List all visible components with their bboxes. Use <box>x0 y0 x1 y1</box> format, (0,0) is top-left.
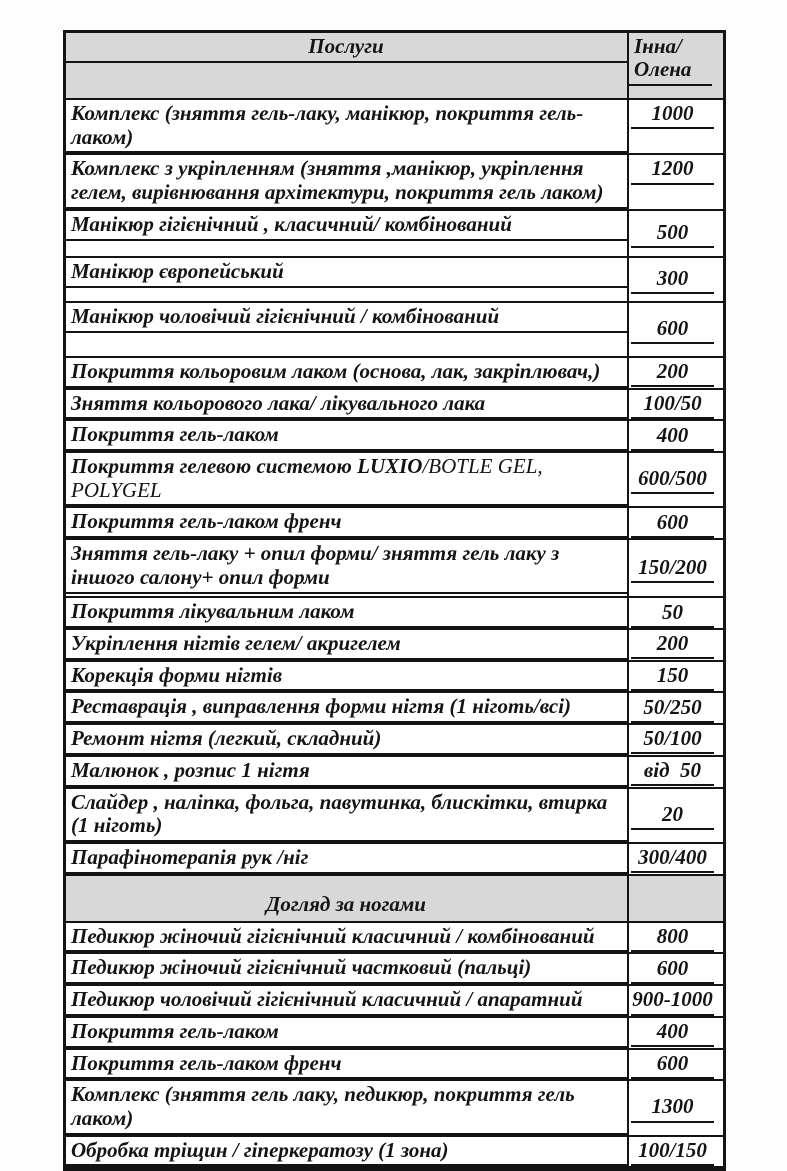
service-cell <box>66 390 629 420</box>
price-cell <box>629 508 723 538</box>
service-text <box>66 1050 627 1080</box>
service-cell <box>66 693 629 723</box>
price-value: 100/150 <box>631 1137 714 1166</box>
price-value: 800 <box>631 923 714 952</box>
price-cell <box>629 923 723 953</box>
price-cell <box>629 693 723 723</box>
service-text <box>66 100 627 153</box>
service-text <box>66 693 627 723</box>
service-text <box>66 923 627 953</box>
price-value: 300 <box>631 265 714 294</box>
service-name: Обробка тріщин / гіперкератозу (1 зона) <box>71 1137 449 1162</box>
service-text <box>66 453 627 506</box>
price-cell <box>629 211 723 256</box>
service-text <box>66 358 627 388</box>
service-text <box>66 1137 627 1167</box>
price-value: 600 <box>631 315 714 344</box>
service-cell <box>66 923 629 953</box>
service-cell <box>66 1018 629 1048</box>
service-cell <box>66 844 629 874</box>
price-value: 900-1000 <box>631 986 714 1015</box>
table-row <box>66 508 723 540</box>
service-cell <box>66 789 629 842</box>
price-cell <box>629 789 723 842</box>
section-header-row <box>66 876 723 923</box>
service-name: Покриття гелевою системою LUXIO <box>71 454 423 479</box>
price-cell <box>629 598 723 628</box>
service-text <box>66 598 627 628</box>
service-text <box>66 421 627 451</box>
service-name: Малюнок , розпис 1 нігтя <box>71 757 310 782</box>
service-cell <box>66 662 629 692</box>
price-cell <box>629 155 723 208</box>
service-name: Зняття кольорового лака/ лікувального лака <box>71 390 486 415</box>
service-name: Реставрація , виправлення форми нігтя (1 ніготь/всі) <box>71 694 572 719</box>
service-text <box>66 258 627 288</box>
service-text <box>66 725 627 755</box>
price-header-cell <box>629 33 723 98</box>
service-name: Комплекс (зняття гель лаку, педикюр, покриття гель лаком) <box>71 1082 575 1130</box>
price-value: 400 <box>631 422 714 451</box>
price-value: 100/50 <box>631 390 714 419</box>
service-text <box>66 1081 627 1134</box>
services-column-title: Послуги <box>66 33 627 63</box>
table-header-row <box>66 33 723 100</box>
price-value: 600 <box>631 955 714 984</box>
price-value: 600/500 <box>631 465 714 494</box>
service-cell <box>66 453 629 506</box>
service-cell <box>66 757 629 787</box>
table-row <box>66 1018 723 1050</box>
price-value: 600 <box>631 1050 714 1079</box>
service-text <box>66 757 627 787</box>
service-name: Парафінотерапія рук /ніг <box>71 844 309 869</box>
service-cell <box>66 211 629 256</box>
price-table <box>63 30 726 1171</box>
service-text <box>66 986 627 1016</box>
service-text <box>66 540 627 593</box>
service-name: Покриття гель-лаком френч <box>71 1050 342 1075</box>
service-name: Укріплення нігтів гелем/ акригелем <box>71 630 401 655</box>
price-cell <box>629 100 723 153</box>
service-text <box>66 954 627 984</box>
service-cell <box>66 1050 629 1080</box>
price-cell <box>629 390 723 420</box>
service-cell <box>66 421 629 451</box>
service-cell <box>66 508 629 538</box>
service-name: Комплекс з укріпленням (зняття ,манікюр, укріплення гелем, вирівнювання архітектури, покриття гель лаком) <box>71 156 604 205</box>
service-name: Покриття гель-лаком <box>71 1018 279 1043</box>
table-row <box>66 954 723 986</box>
table-row <box>66 757 723 789</box>
price-value: 400 <box>631 1018 714 1047</box>
price-cell <box>629 986 723 1016</box>
price-cell <box>629 954 723 984</box>
price-cell <box>629 358 723 388</box>
table-row <box>66 211 723 258</box>
services-header-cell <box>66 33 629 98</box>
price-value: 150/200 <box>631 554 714 583</box>
price-cell <box>629 876 723 921</box>
service-name: Манікюр гігієнічний , класичний/ комбінований <box>71 211 512 236</box>
price-value: 150 <box>631 662 714 691</box>
service-cell <box>66 540 629 596</box>
price-value: 600 <box>631 509 714 538</box>
service-cell <box>66 155 629 208</box>
service-text <box>66 390 627 420</box>
price-value: 50/250 <box>631 694 714 723</box>
service-name: Педикюр жіночий гігієнічний частковий (пальці) <box>71 955 532 980</box>
table-row <box>66 1050 723 1082</box>
table-row <box>66 662 723 694</box>
table-row <box>66 155 723 210</box>
service-text <box>66 662 627 692</box>
service-name: Покриття гель-лаком <box>71 422 279 447</box>
service-text <box>66 303 627 333</box>
service-cell <box>66 1137 629 1167</box>
service-cell <box>66 358 629 388</box>
table-row <box>66 923 723 955</box>
service-name: Педикюр чоловічий гігієнічний класичний / апаратний <box>71 987 583 1012</box>
price-cell <box>629 844 723 874</box>
price-value: 200 <box>631 358 714 387</box>
table-row <box>66 453 723 508</box>
service-text <box>66 789 627 842</box>
table-row <box>66 421 723 453</box>
service-name: Ремонт нігтя (легкий, складний) <box>71 726 382 751</box>
table-row <box>66 789 723 844</box>
table-row <box>66 390 723 422</box>
service-name: Зняття гель-лаку + опил форми/ зняття гель лаку з іншого салону+ опил форми <box>71 541 560 589</box>
price-value: 1200 <box>631 155 714 184</box>
price-cell <box>629 1018 723 1048</box>
service-name: Манікюр чоловічий гігієнічний / комбінований <box>71 303 500 328</box>
price-value: 500 <box>631 219 714 248</box>
service-cell <box>66 258 629 301</box>
service-name: Догляд за ногами <box>265 891 426 916</box>
service-name: Слайдер , наліпка, фольга, павутинка, блискітки, втирка (1 ніготь) <box>71 789 608 838</box>
service-text <box>66 844 627 874</box>
service-text <box>66 630 627 660</box>
service-text <box>66 211 627 241</box>
price-value: 50 <box>631 599 714 628</box>
price-cell <box>629 662 723 692</box>
price-value: 1000 <box>631 100 714 129</box>
table-row <box>66 725 723 757</box>
service-name-suffix: /BOTLE GEL, POLYGEL <box>71 454 543 502</box>
price-value: 20 <box>631 801 714 830</box>
price-cell <box>629 1050 723 1080</box>
price-cell <box>629 303 723 356</box>
service-text <box>66 508 627 538</box>
service-name: Корекція форми нігтів <box>71 662 283 687</box>
table-row <box>66 986 723 1018</box>
price-cell <box>629 453 723 506</box>
service-name: Манікюр європейський <box>71 258 284 283</box>
table-row <box>66 844 723 876</box>
service-text <box>66 1018 627 1048</box>
service-cell <box>66 876 629 921</box>
table-row <box>66 1137 723 1169</box>
table-row <box>66 540 723 598</box>
service-text <box>66 891 627 921</box>
service-cell <box>66 725 629 755</box>
table-row <box>66 598 723 630</box>
service-cell <box>66 630 629 660</box>
price-cell <box>629 1137 723 1167</box>
table-row <box>66 630 723 662</box>
price-value: 300/400 <box>631 844 714 873</box>
service-name: Педикюр жіночий гігієнічний класичний / комбінований <box>71 923 595 948</box>
table-row <box>66 100 723 155</box>
service-cell <box>66 1081 629 1134</box>
price-value: 200 <box>631 630 714 659</box>
service-text <box>66 155 627 208</box>
price-cell <box>629 540 723 596</box>
price-cell <box>629 421 723 451</box>
table-row <box>66 1081 723 1136</box>
service-cell <box>66 100 629 153</box>
price-value: 50/100 <box>631 725 714 754</box>
price-header-line1: Інна/ <box>634 34 682 58</box>
service-cell <box>66 954 629 984</box>
price-cell <box>629 757 723 787</box>
table-row <box>66 303 723 358</box>
table-row <box>66 258 723 303</box>
price-cell <box>629 630 723 660</box>
table-row <box>66 693 723 725</box>
service-cell <box>66 986 629 1016</box>
price-column-title <box>629 33 712 86</box>
price-cell <box>629 1081 723 1134</box>
price-value: 1300 <box>631 1093 714 1122</box>
service-name: Комплекс (зняття гель-лаку, манікюр, покриття гель-лаком) <box>71 101 584 149</box>
price-cell <box>629 725 723 755</box>
price-value: від 50 <box>631 757 714 786</box>
table-row <box>66 358 723 390</box>
service-cell <box>66 303 629 356</box>
price-cell <box>629 258 723 301</box>
service-name: Покриття кольоровим лаком (основа, лак, закріплювач,) <box>71 358 601 383</box>
service-cell <box>66 598 629 628</box>
service-name: Покриття гель-лаком френч <box>71 509 342 534</box>
price-header-line2: Олена <box>634 57 692 82</box>
service-name: Покриття лікувальним лаком <box>71 599 355 624</box>
